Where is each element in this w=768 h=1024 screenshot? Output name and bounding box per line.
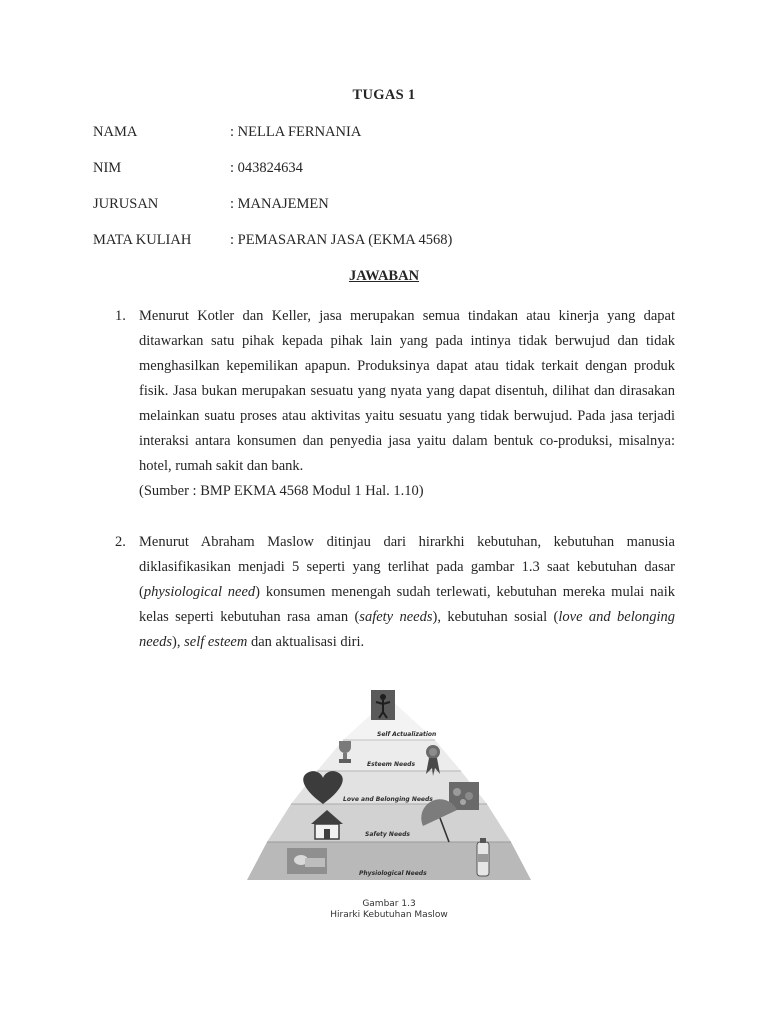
info-value: : PEMASARAN JASA (EKMA 4568) [230,232,453,248]
maslow-pyramid-figure [243,684,535,884]
info-label: MATA KULIAH [93,232,192,248]
info-label: NIM [93,160,122,176]
figure-caption-line2: Hirarki Kebutuhan Maslow [330,910,448,920]
level-label: Esteem Needs [367,761,416,768]
info-value: : MANAJEMEN [230,196,329,212]
answer-text: Menurut Kotler dan Keller, jasa merupakan semua tindakan atau kinerja yang dapat ditawarkan satu pihak kepada pihak lain yang pada intinya tidak berwujud dan tidak menghasilkan kepemilikan apapun. Produksinya dapat atau tidak terkait dengan produk fisik. Jasa bukan merupakan sesuatu yang nyata yang dapat disentuh, dilihat dan dirasakan melainkan suatu proses atau aktivitas yaitu sesuatu yang tidak berwujud. Pada jasa terjadi interaksi antara konsumen dan penyedia jasa yaitu dalam bentuk co-produksi, misalnya: hotel, rumah sakit dan bank. [139,308,675,474]
level-label: Love and Belonging Needs [343,796,433,803]
answer-source: (Sumber : BMP EKMA 4568 Modul 1 Hal. 1.10) [139,483,424,499]
answer-number: 1. [115,308,126,324]
info-value: : NELLA FERNANIA [230,124,362,140]
section-heading: JAWABAN [348,268,420,284]
level-label: Safety Needs [365,831,410,838]
info-value: : 043824634 [230,160,303,176]
info-label: JURUSAN [93,196,159,212]
answer-text: Menurut Abraham Maslow ditinjau dari hirarkhi kebutuhan, kebutuhan manusia diklasifikasikan menjadi 5 seperti yang terlihat pada gambar 1.3 saat kebutuhan dasar (physiological need) konsumen menengah sudah terlewati, kebutuhan mereka mulai naik kelas seperti kebutuhan rasa aman (safety needs), kebutuhan sosial (love and belonging needs), self esteem dan aktualisasi diri. [139,534,675,650]
answer-number: 2. [115,534,126,550]
info-label: NAMA [93,124,138,140]
water-bottle-icon [477,838,489,876]
document-title: TUGAS 1 [352,87,416,103]
level-label: Self Actualization [377,731,437,738]
answer-2 [115,530,675,655]
answer-1 [115,304,675,504]
level-label: Physiological Needs [359,870,427,877]
figure-caption-line1: Gambar 1.3 [362,899,416,909]
